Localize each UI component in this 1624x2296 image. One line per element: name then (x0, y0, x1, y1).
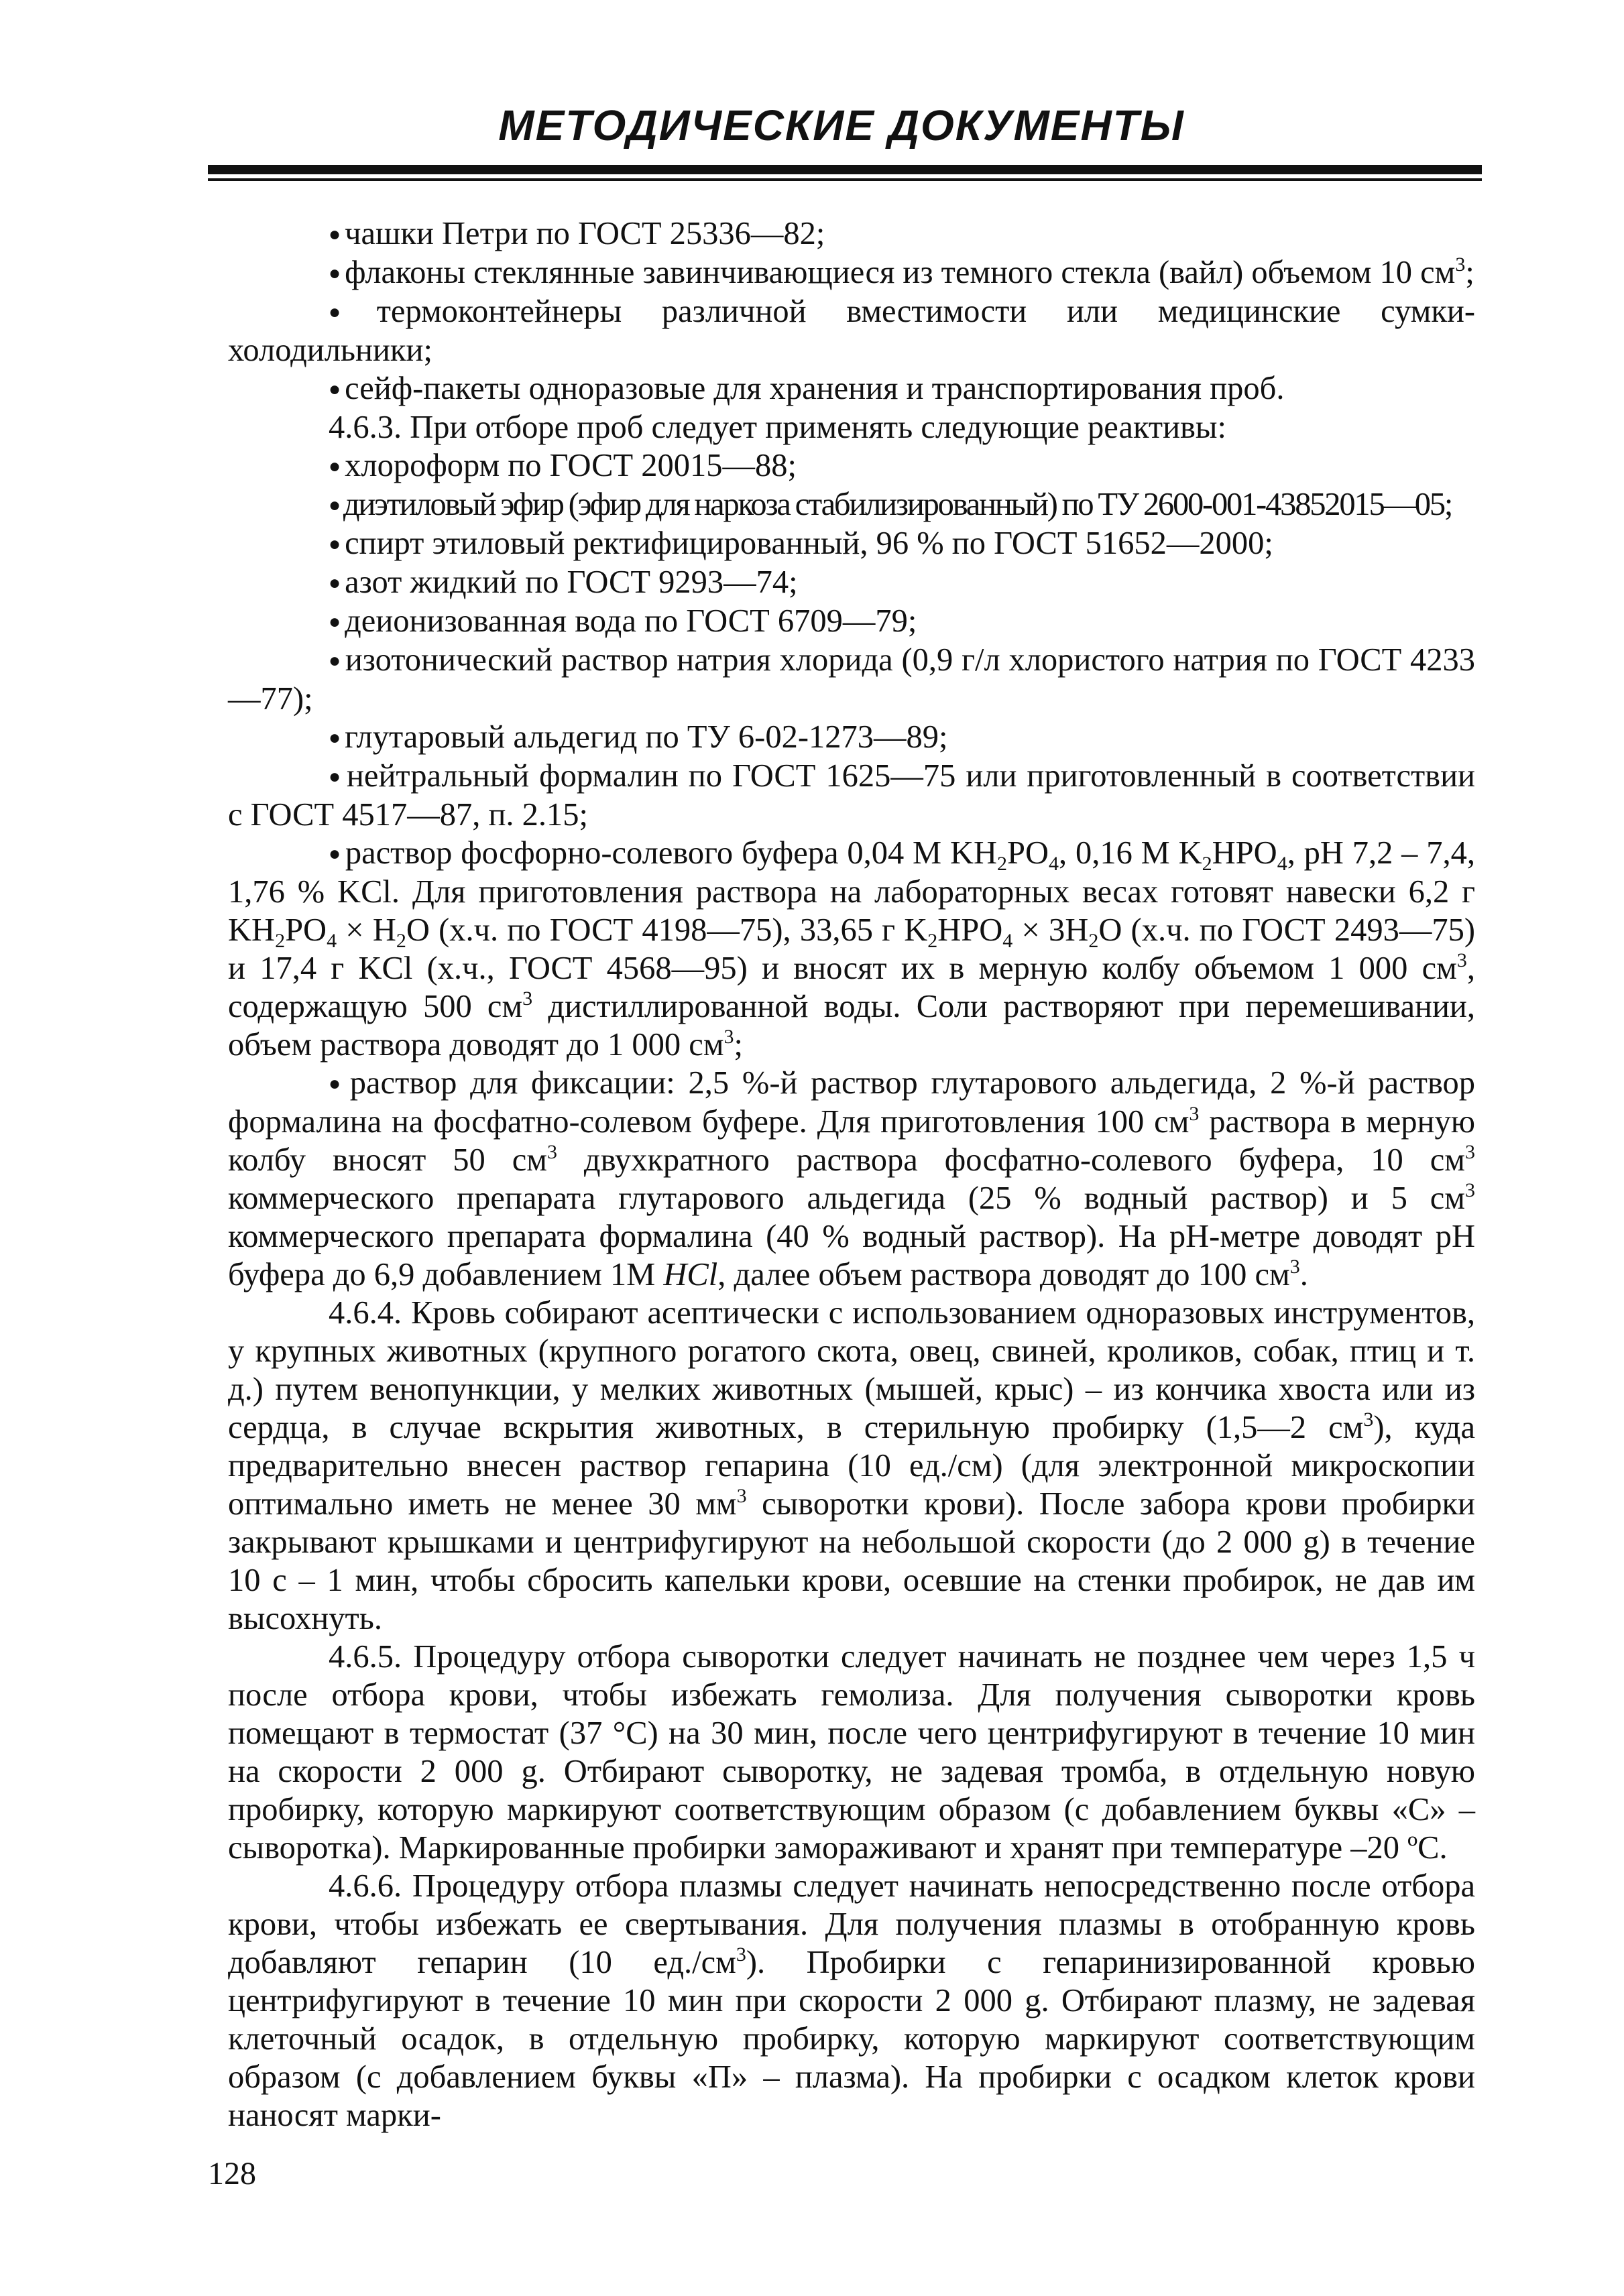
list-item: ● глутаровый альдегид по ТУ 6-02-1273—89; (228, 718, 1475, 757)
page-number: 128 (208, 2156, 256, 2191)
list-item: ● сейф-пакеты одноразовые для хранения и транспортирования проб. (228, 369, 1475, 408)
section-4-6-5: 4.6.5. Процедуру отбора сыворотки следует начинать не позднее чем через 1,5 ч после отбора крови, чтобы избежать гемолиза. Для получения сыворотки кровь помещают в термостат (37 °С) на 30 мин, после чего центрифугируют в течение 10 мин на скорости 2 000 g. Отбирают сыворотку, не задевая тромба, в отдельную новую пробирку, которую маркируют соответствующим образом (с добавлением буквы «С» – сыворотка). Маркированные пробирки замораживают и хранят при температуре –20 ºС. (228, 1639, 1475, 1866)
list-item: ● хлороформ по ГОСТ 20015—88; (228, 446, 1475, 485)
page-header-title: МЕТОДИЧЕСКИЕ ДОКУМЕНТЫ (498, 101, 1185, 149)
list-item: ● спирт этиловый ректифицированный, 96 % по ГОСТ 51652—2000; (228, 524, 1475, 563)
list-item: ● изотонический раствор натрия хлорида (0,9 г/л хлористого натрия по ГОСТ 4233—77); (228, 641, 1475, 718)
section-4-6-3: 4.6.3. При отборе проб следует применять следующие реактивы: (329, 410, 1226, 445)
list-item: ● термоконтейнеры различной вместимости или медицинские сумки-холодильники; (228, 292, 1475, 369)
list-item: ● деионизованная вода по ГОСТ 6709—79; (228, 602, 1475, 641)
fixation-item: ● раствор для фиксации: 2,5 %-й раствор глутарового альдегида, 2 %-й раствор формалина на фосфатно-солевом буфере. Для приготовления 100 $см^3$ раствора в мерную колбу вносят 50 $см^3$ двухкратного раствора фосфатно-солевого буфера, 10 $см^3$ коммерческого препарата глутарового альдегида (25 % водный раствор) и 5 $см^3$ коммерческого препарата формалина (40 % водный раствор). На pH-метре доводят pH буфера до 6,9 добавлением 1М HCl, далее объем раствора доводят до 100 $см^3$. (228, 1064, 1475, 1294)
list-item: ● нейтральный формалин по ГОСТ 1625—75 или приготовленный в соответствии с ГОСТ 4517—87, п. 2.15; (228, 757, 1475, 834)
list-item: ● флаконы стеклянные завинчивающиеся из темного стекла (вайл) объемом 10 $см^3$; (228, 253, 1475, 292)
section-4-6-4: 4.6.4. Кровь собирают асептически с использованием одноразовых инструментов, у крупных животных (крупного рогатого скота, овец, свиней, кроликов, собак, птиц и т. д.) путем венопункции, у мелких животных (мышей, крыс) – из кончика хвоста или из сердца, в случае вскрытия животных, в стерильную пробирку (1,5—2 $см^3$), куда предварительно внесен раствор гепарина (10 ед./см) (для электронной микроскопии оптимально иметь не менее 30 $мм^3$ сыворотки крови). После забора крови пробирки закрывают крышками и центрифугируют на небольшой скорости (до 2 000 g) в течение 10 с – 1 мин, чтобы сбросить капельки крови, осевшие на стенки пробирок, не дав им высохнуть. (228, 1295, 1475, 1636)
section-4-6-6: 4.6.6. Процедуру отбора плазмы следует начинать непосредственно после отбора крови, чтобы избежать ее свертывания. Для получения плазмы в отобранную кровь добавляют гепарин (10 $ед./см^3$). Пробирки с гепаринизированной кровью центрифугируют в течение 10 мин при скорости 2 000 g. Отбирают плазму, не задевая клеточный осадок, в отдельную пробирку, которую маркируют соответствующим образом (с добавлением буквы «П» – плазма). На пробирки с осадком клеток крови наносят марки- (228, 1868, 1475, 2133)
buffer-item: ● раствор фосфорно-солевого буфера 0,04 М $KH_2PO_4$, 0,16 М $K_2HPO_4$, pH 7,2 – 7,4, 1,76 % KCl. Для приготовления раствора на лабораторных весах готовят навески 6,2 г $KH_2PO_4 \times H_2O$ (х.ч. по ГОСТ 4198—75), 33,65 г $K_2HPO_4 \times 3H_2O$ (х.ч. по ГОСТ 2493—75) и 17,4 г KCl (х.ч., ГОСТ 4568—95) и вносят их в мерную колбу объемом 1 000 $см^3$, содержащую 500 $см^3$ дистиллированной воды. Соли растворяют при перемешивании, объем раствора доводят до 1 000 $см^3$; (228, 834, 1475, 1064)
list-item: ● азот жидкий по ГОСТ 9293—74; (228, 563, 1475, 602)
header-rule-thick (208, 165, 1482, 174)
header-rule-thin (208, 178, 1482, 181)
body-text (228, 215, 1475, 2134)
list-item: ● диэтиловый эфир (эфир для наркоза стабилизированный) по ТУ 2600-001-43852015—05; (228, 485, 1475, 524)
list-item: ● чашки Петри по ГОСТ 25336—82; (228, 215, 1475, 253)
